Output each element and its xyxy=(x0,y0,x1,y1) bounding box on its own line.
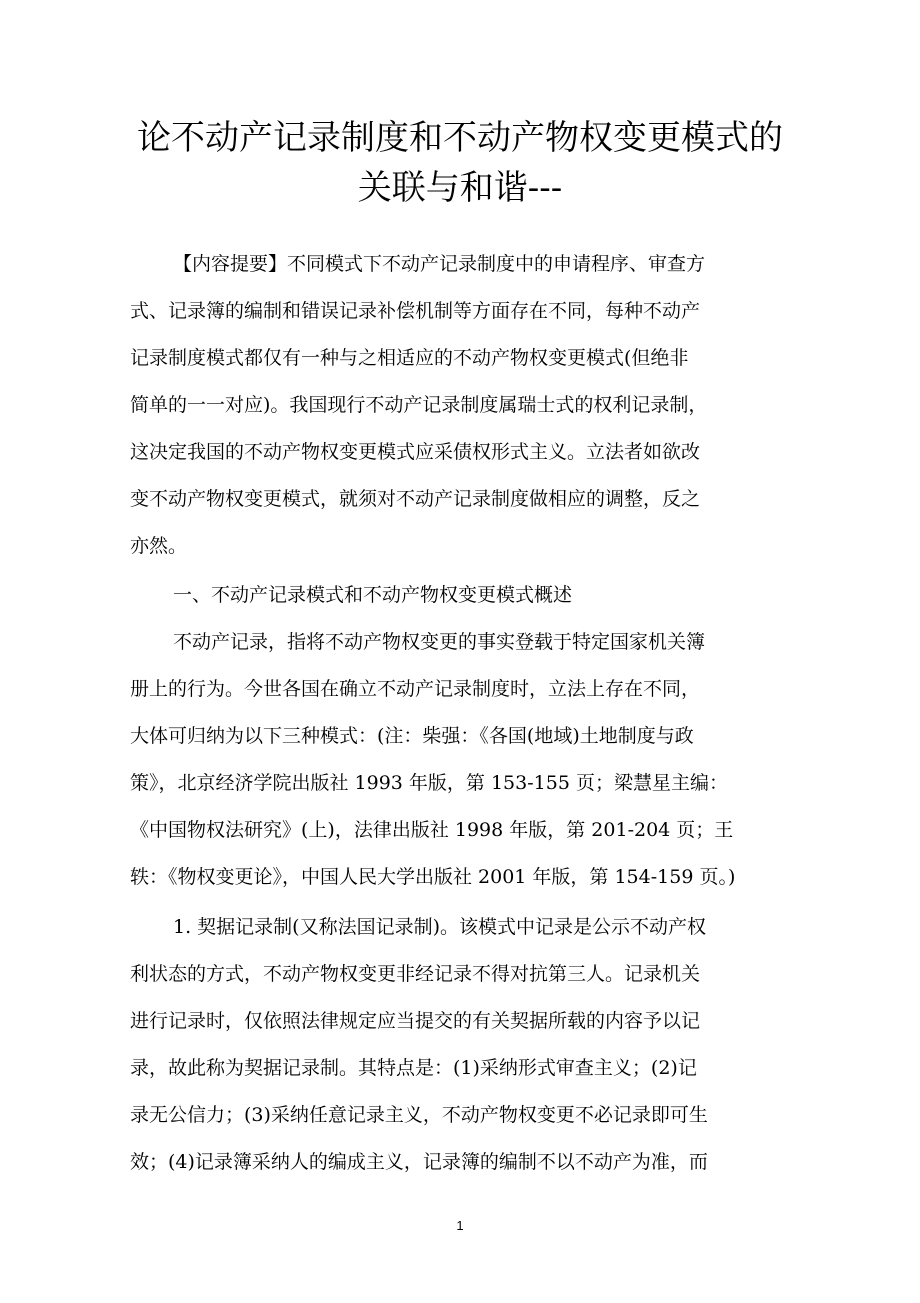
abstract-line-6: 变不动产物权变更模式，就须对不动产记录制度做相应的调整，反之 xyxy=(130,488,701,510)
body-line-11: 录无公信力；(3)采纳任意记录主义，不动产物权变更不必记录即可生 xyxy=(130,1104,708,1126)
body-line-4: 策》，北京经济学院出版社 1993 年版，第 153-155 页；梁慧星主编： xyxy=(130,772,728,794)
body-line-9: 进行记录时，仅依照法律规定应当提交的有关契据所载的内容予以记 xyxy=(130,1010,701,1032)
body-line-12: 效；(4)记录簿采纳人的编成主义，记录簿的编制不以不动产为准，而 xyxy=(130,1151,708,1173)
document-title-line-1: 论不动产记录制度和不动产物权变更模式的 xyxy=(137,118,783,158)
body-line-2: 册上的行为。今世各国在确立不动产记录制度时，立法上存在不同， xyxy=(130,678,701,700)
body-line-1: 不动产记录，指将不动产物权变更的事实登载于特定国家机关簿 xyxy=(173,631,706,653)
document-title-line-2: 关联与和谐--- xyxy=(357,168,563,208)
body-line-6: 轶：《物权变更论》，中国人民大学出版社 2001 年版，第 154-159 页。) xyxy=(130,866,736,888)
page-number: 1 xyxy=(456,1218,464,1233)
abstract-line-1: 【内容提要】不同模式下不动产记录制度中的申请程序、审查方 xyxy=(173,253,706,275)
body-line-5: 《中国物权法研究》(上)，法律出版社 1998 年版，第 201-204 页；王 xyxy=(130,819,734,841)
body-line-8: 利状态的方式，不动产物权变更非经记录不得对抗第三人。记录机关 xyxy=(130,963,701,985)
section-heading: 一、不动产记录模式和不动产物权变更模式概述 xyxy=(173,584,573,606)
abstract-line-7: 亦然。 xyxy=(130,535,188,557)
abstract-line-2: 式、记录簿的编制和错误记录补偿机制等方面存在不同，每种不动产 xyxy=(130,300,701,322)
abstract-line-4: 简单的一一对应)。我国现行不动产记录制度属瑞士式的权利记录制， xyxy=(130,394,708,416)
body-line-10: 录，故此称为契据记录制。其特点是：(1)采纳形式审查主义；(2)记 xyxy=(130,1057,697,1079)
body-line-7: 1. 契据记录制(又称法国记录制)。该模式中记录是公示不动产权 xyxy=(173,916,706,938)
abstract-line-3: 记录制度模式都仅有一种与之相适应的不动产物权变更模式(但绝非 xyxy=(130,347,689,369)
body-line-3: 大体可归纳为以下三种模式：(注：柴强：《各国(地域)土地制度与政 xyxy=(130,725,694,747)
abstract-line-5: 这决定我国的不动产物权变更模式应采债权形式主义。立法者如欲改 xyxy=(130,441,701,463)
